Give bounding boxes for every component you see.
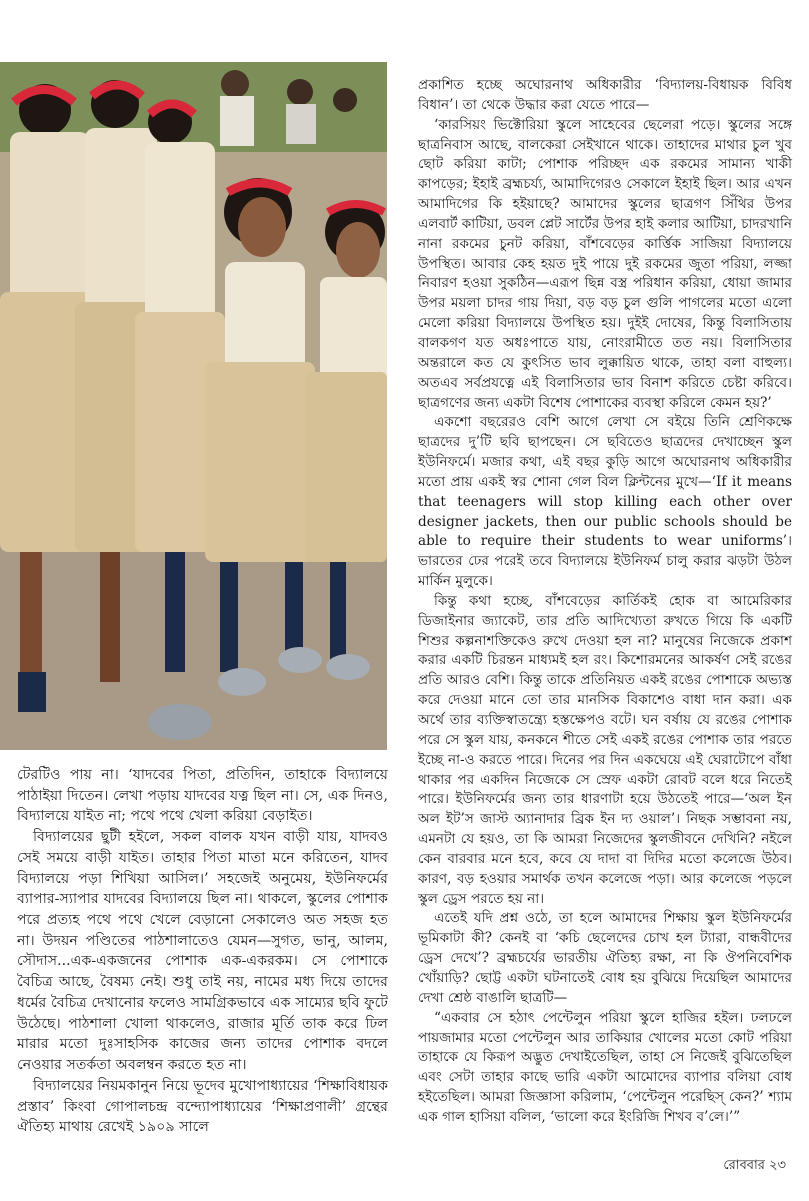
left-column-text: [17, 765, 388, 1138]
paragraph: বিদ্যালয়ের নিয়মকানুন নিয়ে ভূদেব মুখোপাধ্যায়ের ‘শিক্ষাবিধায়ক প্রস্তাব’ কিংবা গোপালচন্দ্র বন্দ্যোপাধ্যায়ের ‘শিক্ষাপ্রণালী’ গ্রন্থের ঐতিহ্য মাথায় রেখেই ১৯০৯ সালে: [17, 1077, 388, 1136]
page-folio: রোববার ২৩: [723, 1158, 786, 1173]
paragraph: কিন্তু কথা হচ্ছে, বাঁশবেড়ের কার্তিকই হোক বা আমেরিকার ডিজাইনার জ্যাকেট, তার প্রতি আদিখ্যেতা রুখতে গিয়ে কি একটি শিশুর কল্পনাশক্তিকেও রুখে দেওয়া হল না? মানুষের নিজেকে প্রকাশ করার একটি চিরন্তন মাধ্যমই হল রং। কিশোরমনের আকর্ষণ সেই রঙের প্রতি আরও বেশি। কিন্তু তাকে প্রতিনিয়ত একই রঙের পোশাকে অভ্যস্ত করে দেওয়া মানে তো তার মানসিক বিকাশেও বাধা দান করা। এক অর্থে তার ব্যক্তিস্বাতন্ত্র্যে হস্তক্ষেপও বটে। ঘন বর্ষায় যে রঙের পোশাক পরে সে স্কুল যায়, কনকনে শীতে সেই একই রঙের পোশাক তার পরতে ইচ্ছে না-ও করতে পারে। দিনের পর দিন একঘেয়ে এই ঘেরাটোপে বাঁধা থাকার পর একদিন নিজেকে সে স্রেফ একটা রোবট বলে ধরে নিতেই পারে। ইউনিফর্মের জন্য তার ধারণাটা হয়ে উঠতেই পারে—‘অল ইন অল ইট’স জাস্ট অ্যানাদার ব্রিক ইন দ্য ওয়াল’। নিছক সম্ভাবনা নয়, এমনটা যে হয়ও, তা কি আমরা নিজেদের স্কুলজীবনে দেখিনি? নইলে কেন বারবার মনে হবে, কবে যে দাদা বা দিদির মতো কলেজে উঠব। কারণ, বড় হওয়ার সমার্থক তখন কলেজে পড়া। আর কলেজে পড়লে স্কুল ড্রেস পরতে হয় না।: [418, 592, 792, 907]
right-column-text: [418, 76, 792, 1128]
school-girls-photo: [0, 62, 387, 750]
paragraph: বিদ্যালয়ের ছুটী হইলে, সকল বালক যখন বাড়ী যায়, যাদবও সেই সময়ে বাড়ী যাইত। তাহার পিতা মাতা মনে করিতেন, যাদব বিদ্যালয়ে পড়া শিখিয়া আসিল।’ সহজেই অনুমেয়, ইউনিফর্মের ব্যাপার-স্যাপার যাদবের বিদ্যালয়ে ছিল না। থাকলে, স্কুলের পোশাক পরে প্রত্যহ পথে পথে খেলে বেড়ানো সেকালেও অত সহজ হত না। উদয়ন পণ্ডিতের পাঠশালাতেও যেমন—সুগত, ভানু, আলম, সৌদাস...এক-একজনের পোশাক এক-একরকম। সে পোশাকে বৈচিত্র আছে, বৈষম্য নেই। শুধু তাই নয়, নামের মধ্য দিয়ে তাদের ধর্মের বৈচিত্র দেখানোর ফলেও সামগ্রিকভাবে এক সাম্যের ছবি ফুটে উঠেছে। পাঠশালা খোলা থাকলেও, রাজার মূর্তি তাক করে ঢিল মারার মতো দুঃসাহসিক কাজের জন্য তাদের পোশাক বদলে নেওয়ার সতর্কতা অবলম্বন করতে হত না।: [17, 829, 388, 1074]
paragraph: টেরটিও পায় না। ‘যাদবের পিতা, প্রতিদিন, তাহাকে বিদ্যালয়ে পাঠাইয়া দিতেন। লেখা পড়ায় যাদবের যত্ন ছিল না। সে, এক দিনও, বিদ্যালয়ে যাইত না; পথে পথে খেলা করিয়া বেড়াইত।: [17, 767, 388, 825]
paragraph: এতেই যদি প্রশ্ন ওঠে, তা হলে আমাদের শিক্ষায় স্কুল ইউনিফর্মের ভূমিকাটা কী? কেনই বা ‘কচি ছেলেদের চোখ হল ট্যারা, বান্ধবীদের ড্রেস দেখে’? ব্রহ্মচর্যের ভারতীয় ঐতিহ্য রক্ষা, না কি ঔপনিবেশিক খোঁয়াড়ি? ছোট্ট একটা ঘটনাতেই বোধ হয় বুঝিয়ে দিয়েছিল আমাদের দেখা শ্রেষ্ঠ বাঙালি ছাত্রটি—: [418, 910, 792, 1006]
quote-paragraph: ‘কারসিয়ং ভিক্টোরিয়া স্কুলে সাহেবের ছেলেরা পড়ে। স্কুলের সঙ্গে ছাত্রনিবাস আছে, বালকেরা সেইখানে থাকে। তাহাদের মাথার চুল খুব ছোট করিয়া কাটা; পোশাক পরিচ্ছদ এক রকমের সামান্য খাকী কাপড়ের; ইহাই ব্রহ্মচর্য্য, আমাদিগেরও সেকালে ইহাই ছিল। আর এখন আমাদিগের কি হইয়াছে? আমাদের স্কুলের ছাত্রগণ সিঁথির উপর এলবার্ট কাটিয়া, ডবল প্লেট সার্টের উপর হাই কলার আটিয়া, চাদরখানি নানা রকমের চুনট করিয়া, বাঁশবেড়ের কার্ত্তিক সাজিয়া বিদ্যালয়ে উপস্থিত। আবার কেহ হয়ত দুই পায়ে দুই রকমের জুতা পরিয়া, লজ্জা নিবারণ হওয়া সুকঠিন—এরূপ ছিন্ন বস্ত্র পরিধান করিয়া, ধোয়া জামার উপর ময়লা চাদর গায় দিয়া, বড় বড় চুল গুলি পাগলের মতো এলো মেলো করিয়া বিদ্যালয়ে উপস্থিত হয়। দুইই দোষের, কিন্তু বিলাসিতায় বালকগণ যত অধঃপাতে যায়, নোংরামীতে তত নয়। বিলাসিতার অন্তরালে কত যে কুৎসিত ভাব লুক্কায়িত থাকে, তাহা বলা বাহুল্য। অতএব সর্বপ্রযত্নে এই বিলাসিতার ভাব বিনাশ করিতে চেষ্টা করিবে। ছাত্রগণের জন্য একটা বিশেষ পোশাকের ব্যবস্থা করিলে কেমন হয়?’: [418, 116, 792, 411]
school-girls-in-uniform-photo-icon: [0, 62, 387, 750]
quote-paragraph: “একবার সে হঠাৎ পেন্টেলুন পরিয়া স্কুলে হাজির হইল। ঢলঢলে পায়জামার মতো পেন্টেলুন আর তাকিয়ার খোলের মতো কোট পরিয়া তাহাকে যে কিরূপ অদ্ভুত দেখাইতেছিল, তাহা সে নিজেই বুঝিতেছিল এবং সেটা তাহার কাছে ভারি একটা আমোদের ব্যাপার বলিয়া বোধ হইতেছিল। আমরা জিজ্ঞাসা করিলাম, ‘পেন্টেলুন পরেছিস্ কেন?’ শ্যাম এক গাল হাসিয়া বলিল, ‘ভালো করে ইংরিজি শিখব ব’লে।’”: [418, 1009, 792, 1125]
paragraph: প্রকাশিত হচ্ছে অঘোরনাথ অধিকারীর ‘বিদ্যালয়-বিধায়ক বিবিধ বিধান’। তা থেকে উদ্ধার করা যেতে পারে—: [418, 77, 792, 113]
paragraph: একশো বছরেরও বেশি আগে লেখা সে বইয়ে তিনি শ্রেণিকক্ষে ছাত্রদের দু’টি ছবি ছাপছেন। সে ছবিতেও ছাত্রদের দেখাচ্ছেন স্কুল ইউনিফর্মে। মজার কথা, এই বছর কুড়ি আগে অঘোরনাথ অধিকারীর মতো প্রায় একই স্বর শোনা গেল বিল ক্লিন্টনের মুখে—‘If it means that teenagers will stop killing each other over designer jackets, then our public schools should be able to require their students to wear uniforms’। ভারতের ঢের পরেই তবে বিদ্যালয়ে ইউনিফর্ম চালু করার ঝড়টা উঠল মার্কিন মুলুকে।: [418, 414, 792, 590]
